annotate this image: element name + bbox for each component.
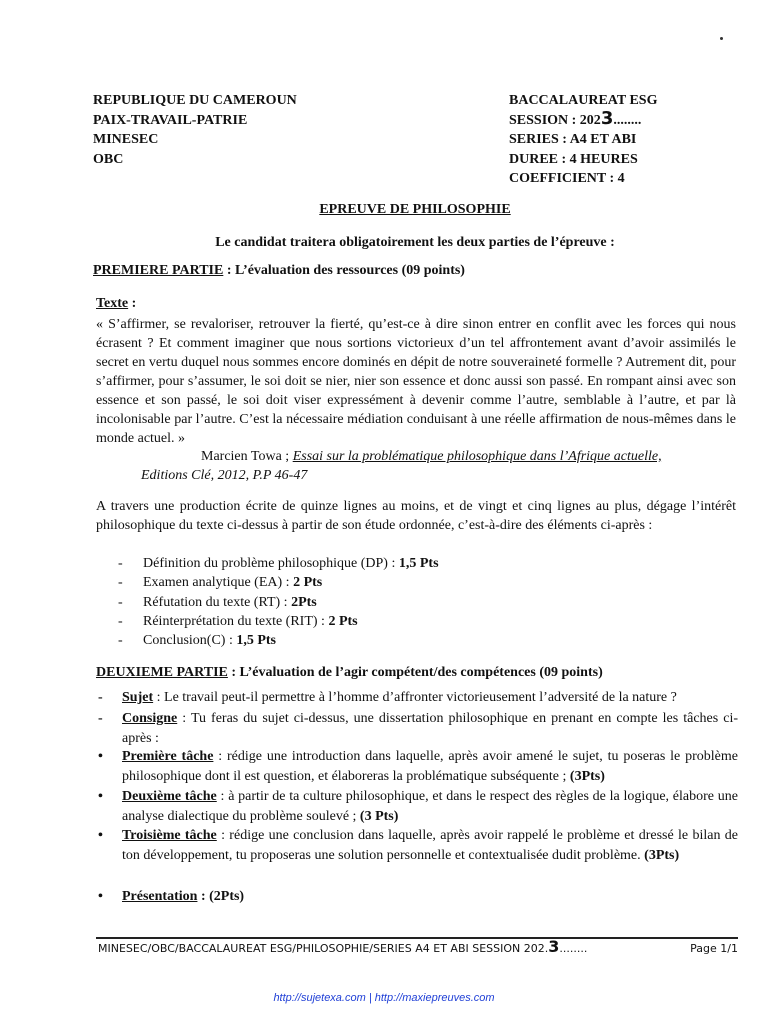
criteria-item: - Réfutation du texte (RT) : 2Pts — [118, 594, 317, 610]
citation-line — [201, 449, 662, 465]
criteria-item: - Définition du problème philosophique (DP) : 1,5 Pts — [118, 556, 439, 571]
criteria-item: - Examen analytique (EA) : 2 Pts — [118, 575, 323, 591]
footer-reference: MINESEC/OBC/BACCALAUREAT ESG/PHILOSOPHIE/SERIES A4 ET ABI SESSION 202.3........ — [98, 937, 588, 956]
presentation-item — [98, 887, 738, 907]
part1-heading-label: PREMIERE PARTIE — [93, 263, 224, 278]
footer-handwritten-digit: 3 — [548, 937, 560, 956]
bullet-icon: • — [98, 889, 103, 904]
scan-speck — [720, 37, 723, 40]
task3-points: (3Pts) — [644, 847, 680, 863]
task2-text: : à partir de ta culture philosophique, et dans le respect des règles de la logique, élabore une analyse dialectique du problème soulevé ; — [122, 789, 738, 824]
task3-label: Troisième tâche — [122, 828, 217, 843]
task2-label: Deuxième tâche — [122, 789, 217, 804]
consigne-label: Consigne — [122, 711, 178, 726]
subject-text: : Le travail peut-il permettre à l’homme d’affronter victorieusement l’adversité de la nature ? — [153, 690, 677, 705]
part1-heading — [93, 263, 465, 279]
header-country: REPUBLIQUE DU CAMEROUN — [93, 93, 297, 108]
task3-item — [98, 826, 738, 865]
header-right — [509, 91, 657, 189]
header-office: OBC — [93, 151, 124, 167]
bullet-icon: • — [98, 828, 103, 843]
bullet-icon: • — [98, 749, 103, 764]
text-label: Texte — [96, 296, 129, 311]
part2-heading — [96, 665, 603, 681]
task1-points: (3Pts) — [569, 768, 605, 784]
subject-item: - Sujet : Le travail peut-il permettre à l’homme d’affronter victorieusement l’adversité de la nature ? — [98, 690, 677, 705]
part2-heading-label: DEUXIEME PARTIE — [96, 665, 228, 680]
quoted-text: « S’affirmer, se revaloriser, retrouver la fierté, qu’est-ce à dire sinon entrer en conflit avec les forces qui nous écrasent ? Et comment imaginer que nous sortions victorieux d’un tel affrontement avant d’avoir assimilés le secret en vertu duquel nous sommes encore dominés en dépit de notre souveraineté formelle ? Autrement dit, pour s’affirmer, pour s’assumer, le soi doit se nier, nier son essence et donc aussi son passé. En rompant ainsi avec son essence et son passé, le soi doit viser expressément à devenir comme l’autre, semblable à l’autre, et par là incolonisable par l’autre. C’est la nécessaire médiation conduisant à une réelle affirmation de nous-mêmes dans le monde actuel. » — [96, 317, 736, 446]
task2-item — [98, 787, 738, 826]
header-series: SERIES : A4 ET ABI — [509, 132, 637, 147]
task1-item — [98, 747, 738, 786]
page-number: Page 1/1 — [690, 942, 738, 955]
task3-text: : rédige une conclusion dans laquelle, après avoir rappelé le problème et dressé le bilan de ton développement, tu proposeras une solution personnelle et contextualisée dudit problème. — [122, 828, 738, 863]
exam-title: EPREUVE DE PHILOSOPHIE — [319, 202, 511, 217]
citation-author: Marcien Towa ; — [201, 449, 293, 464]
evaluation-criteria-list — [118, 556, 439, 652]
consigne-item: - Consigne : Tu feras du sujet ci-dessus, une dissertation philosophique en prenant en compte les tâches ci-après : — [98, 711, 738, 746]
subject-label: Sujet — [122, 690, 154, 705]
task1-text: : rédige une introduction dans laquelle, après avoir amené le sujet, tu poseras le problème philosophique dont il est question, et élaboreras la problématique subséquente ; — [122, 749, 739, 784]
citation-edition: Editions Clé, 2012, P.P 46-47 — [141, 468, 308, 483]
text-label-colon: : — [128, 296, 137, 311]
task2-points: (3 Pts) — [359, 808, 399, 824]
part1-prompt: A travers une production écrite de quinze lignes au moins, et de vingt et cinq lignes au plus, dégage l’intérêt philosophique du texte ci-dessus à partir de son étude ordonnée, c’est-à-dire des éléments ci-après : — [96, 499, 736, 534]
header-exam: BACCALAUREAT ESG — [509, 93, 658, 108]
source-links[interactable]: http://sujetexa.com | http://maxiepreuves.com — [273, 992, 495, 1004]
criteria-item: - Conclusion(C) : 1,5 Pts — [118, 633, 277, 649]
header-coefficient: COEFFICIENT : 4 — [509, 171, 625, 186]
presentation-points: : (2Pts) — [197, 889, 245, 904]
session-label: SESSION : 202 — [509, 112, 601, 128]
session-dots: ........ — [613, 112, 642, 128]
header-duration: DUREE : 4 HEURES — [509, 151, 638, 167]
header-motto: PAIX-TRAVAIL-PATRIE — [93, 112, 248, 128]
part1-heading-subtitle: : L’évaluation des ressources (09 points) — [223, 263, 465, 278]
header-session — [509, 107, 657, 131]
task1-label: Première tâche — [122, 749, 214, 764]
criteria-item: - Réinterprétation du texte (RIT) : 2 Pts — [118, 613, 358, 629]
header-left — [93, 91, 297, 169]
header-ministry: MINESEC — [93, 132, 159, 147]
footer-divider — [96, 937, 738, 939]
session-handwritten-digit: 3 — [600, 107, 614, 129]
part2-heading-subtitle: : L’évaluation de l’agir compétent/des compétences (09 points) — [227, 665, 603, 680]
text-label-line — [96, 296, 136, 312]
citation-book: Essai sur la problématique philosophique dans l’Afrique actuelle, — [292, 449, 662, 464]
exam-instruction: Le candidat traitera obligatoirement les deux parties de l’épreuve : — [215, 235, 615, 250]
presentation-label: Présentation — [122, 889, 198, 904]
bullet-icon: • — [98, 789, 103, 804]
consigne-text: : Tu feras du sujet ci-dessus, une dissertation philosophique en prenant en compte les tâches ci-après : — [122, 711, 738, 746]
